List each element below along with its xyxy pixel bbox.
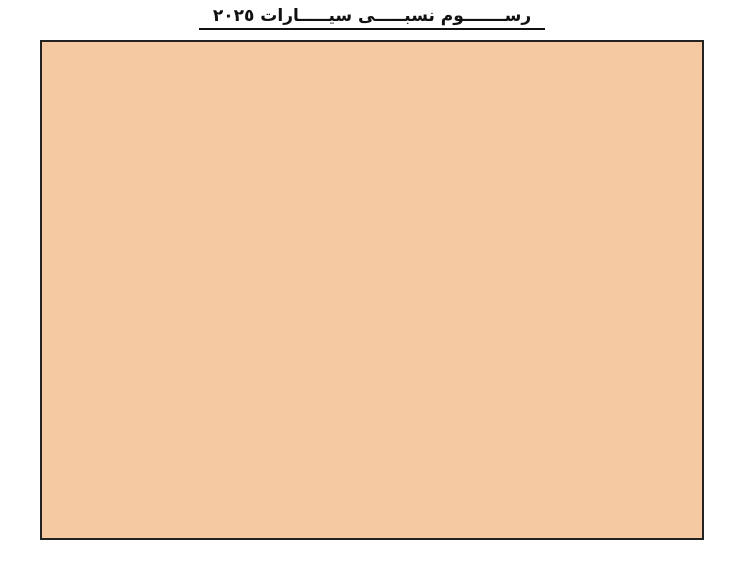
unreadable-table-placeholder	[40, 40, 704, 540]
page-title: رســـــــوم نسبـــــى سيـــــارات ٢٠٢٥	[0, 6, 744, 30]
